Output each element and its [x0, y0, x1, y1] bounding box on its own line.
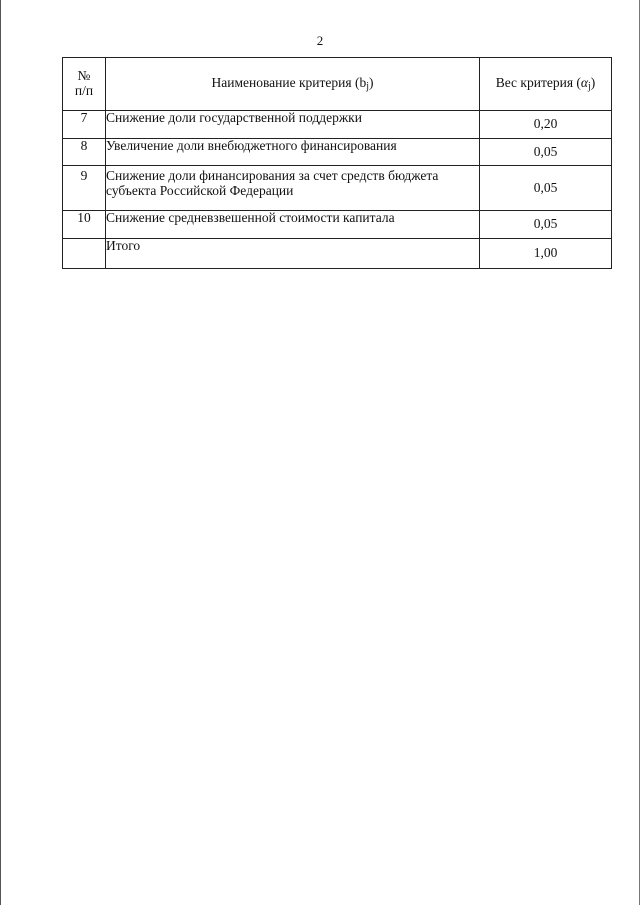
row-number: 7 — [63, 111, 106, 139]
header-weight-close: ) — [590, 75, 596, 90]
total-label: Итого — [106, 239, 480, 269]
row-number: 9 — [63, 166, 106, 211]
table-total-row — [63, 239, 612, 269]
row-criterion-name: Снижение доли государственной поддержки — [106, 111, 480, 139]
table-row — [63, 111, 612, 139]
header-criterion-name-close: ) — [369, 75, 374, 90]
header-weight-subscript: j — [588, 81, 591, 92]
row-criterion-weight: 0,05 — [480, 166, 612, 211]
header-number — [63, 58, 106, 111]
row-criterion-weight: 0,05 — [480, 139, 612, 166]
header-number-abbrev: п/п — [74, 83, 94, 98]
table-header-row — [63, 58, 612, 111]
header-weight-alpha: α — [580, 75, 588, 90]
row-criterion-name: Снижение средневзвешенной стоимости капитала — [106, 211, 480, 239]
table-row — [63, 139, 612, 166]
row-number: 10 — [63, 211, 106, 239]
header-weight-text: Вес критерия ( — [495, 75, 581, 90]
total-weight: 1,00 — [480, 239, 612, 269]
header-criterion-weight — [480, 58, 612, 111]
criteria-table — [62, 57, 612, 269]
table-row — [63, 211, 612, 239]
row-criterion-weight: 0,20 — [480, 111, 612, 139]
header-number-symbol: № — [77, 68, 91, 84]
row-criterion-weight: 0,05 — [480, 211, 612, 239]
page-number: 2 — [316, 33, 324, 48]
row-criterion-name: Увеличение доли внебюджетного финансирования — [106, 139, 480, 166]
total-number — [63, 239, 106, 269]
table-row — [63, 166, 612, 211]
scan-edge-left — [0, 0, 1, 905]
header-criterion-name-text: Наименование критерия (b — [211, 75, 367, 90]
row-criterion-name: Снижение доли финансирования за счет средств бюджета субъекта Российской Федерации — [106, 166, 480, 211]
header-criterion-name — [106, 58, 480, 111]
row-number: 8 — [63, 139, 106, 166]
header-criterion-name-subscript: j — [366, 81, 369, 92]
